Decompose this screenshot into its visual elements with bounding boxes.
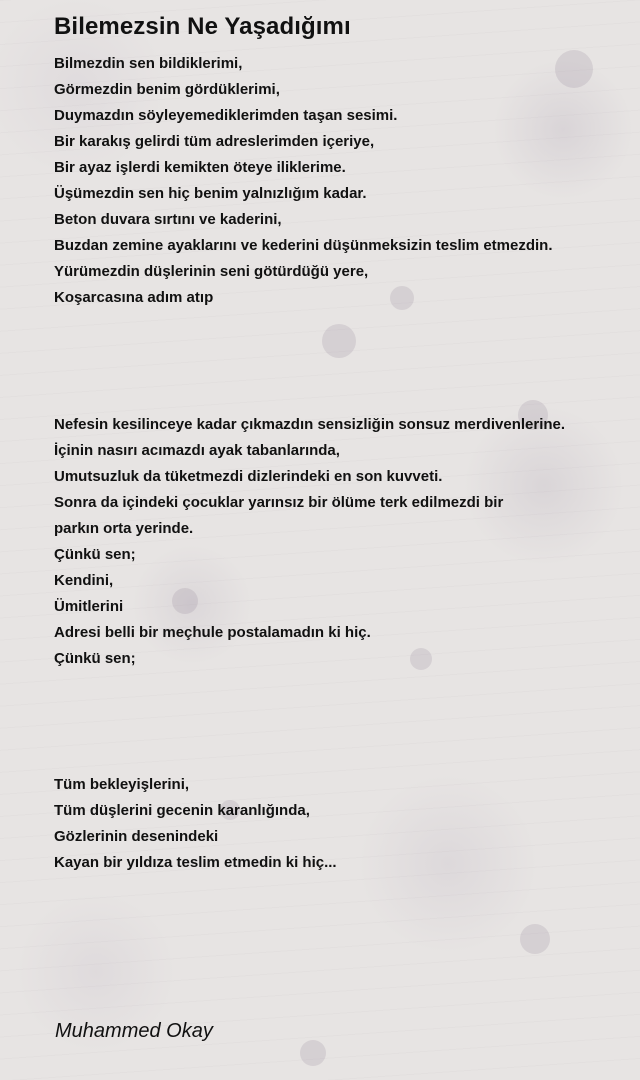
poem-line: Kayan bir yıldıza teslim etmedin ki hiç... [54, 854, 337, 871]
poem-line: Tüm bekleyişlerini, [54, 776, 190, 793]
poem-line: Sonra da içindeki çocuklar yarınsız bir ölüme terk edilmezdi bir [54, 494, 504, 511]
poem-line: Üşümezdin sen hiç benim yalnızlığım kadar. [54, 185, 367, 202]
poem-line: İçinin nasırı acımazdı ayak tabanlarında, [54, 442, 340, 459]
poem-line: Nefesin kesilinceye kadar çıkmazdın sensizliğin sonsuz merdivenlerine. [54, 416, 566, 433]
poem-title: Bilemezsin Ne Yaşadığımı [54, 13, 351, 40]
poem-line: Koşarcasına adım atıp [54, 289, 214, 306]
poem-stanza-1 [54, 51, 624, 311]
poem-stanza-2 [54, 412, 624, 672]
poem-line: Kendini, [54, 572, 114, 589]
poem-line: Yürümezdin düşlerinin seni götürdüğü yere, [54, 263, 369, 280]
poem-line: Çünkü sen; [54, 546, 136, 563]
poem-line: Çünkü sen; [54, 650, 136, 667]
poem-stanza-3 [54, 772, 624, 876]
poem-author: Muhammed Okay [55, 1020, 213, 1042]
poem-line: Ümitlerini [54, 598, 124, 615]
poem-line: Gözlerinin desenindeki [54, 828, 219, 845]
poem-line: parkın orta yerinde. [54, 520, 194, 537]
poem-line: Tüm düşlerini gecenin karanlığında, [54, 802, 310, 819]
poem-line: Buzdan zemine ayaklarını ve kederini düşünmeksizin teslim etmezdin. [54, 237, 553, 254]
poem-line: Görmezdin benim gördüklerimi, [54, 81, 280, 98]
poem-line: Umutsuzluk da tüketmezdi dizlerindeki en son kuvveti. [54, 468, 443, 485]
poem-line: Bir ayaz işlerdi kemikten öteye iliklerime. [54, 159, 346, 176]
poem-line: Beton duvara sırtını ve kaderini, [54, 211, 282, 228]
background-splat [300, 1040, 326, 1066]
poem-line: Adresi belli bir meçhule postalamadın ki hiç. [54, 624, 371, 641]
poem-container [54, 12, 624, 876]
poem-line: Bir karakış gelirdi tüm adreslerimden içeriye, [54, 133, 375, 150]
background-splat [520, 924, 550, 954]
poem-line: Duymazdın söyleyemediklerimden taşan sesimi. [54, 107, 398, 124]
poem-line: Bilmezdin sen bildiklerimi, [54, 55, 243, 72]
